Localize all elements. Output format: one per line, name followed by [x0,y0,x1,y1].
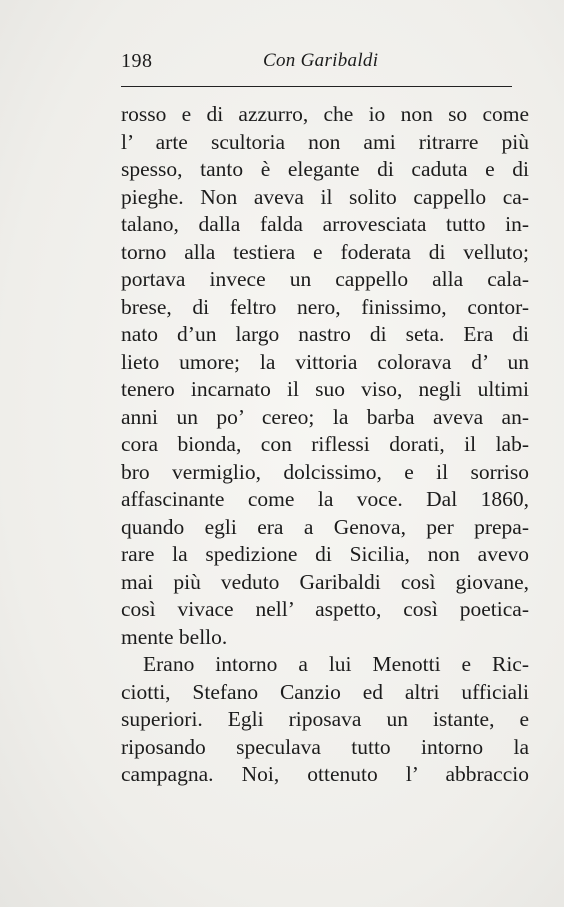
text-line: brese, di feltro nero, finissimo, contor- [121,294,529,319]
text-line: mai più veduto Garibaldi così giovane, [121,569,529,594]
text-line: bro vermiglio, dolcissimo, e il sorriso [121,459,529,484]
text-line: talano, dalla falda arrovesciata tutto in- [121,212,529,236]
text-line: così vivace nell’ aspetto, così poetica- [121,597,529,621]
text-line: tenero incarnato il suo viso, negli ultimi [121,377,529,401]
text-line: superiori. Egli riposava un istante, e [121,707,529,731]
text-line: torno alla testiera e foderata di velluto; [121,239,529,264]
text-line: quando egli era a Genova, per prepa- [121,514,529,539]
text-line: spesso, tanto è elegante di caduta e di [121,157,529,181]
text-line: nato d’un largo nastro di seta. Era di [121,322,529,346]
text-line: riposando speculava tutto intorno la [121,734,529,759]
text-line: pieghe. Non aveva il solito cappello ca- [121,184,529,209]
text-line: lieto umore; la vittoria colorava d’ un [121,349,529,374]
paragraph-end-line: mente bello. [121,624,228,649]
text-line: campagna. Noi, ottenuto l’ abbraccio [121,762,529,786]
header-rule [121,86,512,87]
page-number: 198 [121,50,153,72]
page-header [121,46,512,78]
body-text [121,101,529,789]
text-line: rare la spedizione di Sicilia, non avevo [121,542,529,566]
text-line: affascinante come la voce. Dal 1860, [121,487,529,511]
paragraph-start-line: Erano intorno a lui Menotti e Ric- [143,652,529,676]
text-line: rosso e di azzurro, che io non so come [121,102,529,126]
text-line: l’ arte scultoria non ami ritrarre più [121,129,529,154]
text-line: anni un po’ cereo; la barba aveva an- [121,404,529,429]
text-line: cora bionda, con riflessi dorati, il lab- [121,432,529,456]
text-line: ciotti, Stefano Canzio ed altri ufficiali [121,679,529,704]
text-line: portava invece un cappello alla cala- [121,267,529,291]
running-head: Con Garibaldi [263,50,379,71]
